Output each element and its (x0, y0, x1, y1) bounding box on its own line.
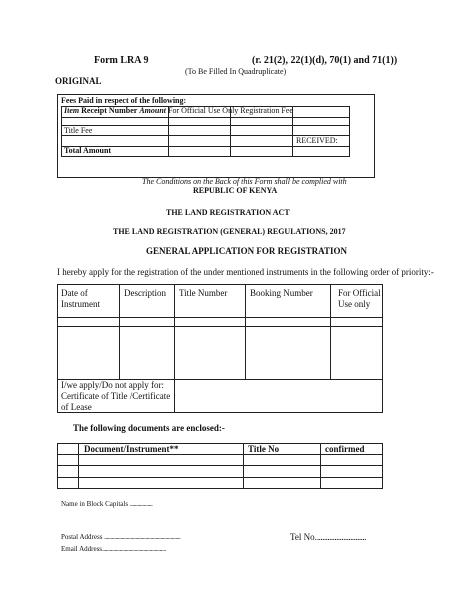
total-amount-label: Total Amount (64, 146, 112, 155)
certificate-apply-text: I/we apply/Do not apply for: Certificate of Title /Certificate of Lease (61, 380, 171, 412)
postal-label: Postal Address (61, 533, 103, 541)
amount-header: Amount (139, 106, 167, 115)
enclosed-heading: The following documents are enclosed:- (73, 423, 225, 433)
header-document-instrument: Document/Instrument** (84, 444, 179, 454)
copies-note: (To Be Filled In Quadruplicate) (185, 67, 287, 76)
name-label: Name in Block Capitals (61, 500, 129, 508)
header-date-of-instrument: Date of Instrument (61, 288, 100, 309)
official-use-header: For Official Use Only Registration Fee (168, 106, 293, 115)
postal-field (61, 533, 180, 541)
header-title-number: Title Number (179, 288, 228, 298)
tel-label: Tel No. (290, 532, 317, 542)
received-label: RECEIVED: (296, 136, 338, 145)
email-field (61, 545, 166, 553)
fees-title: Fees Paid in respect of the following: (61, 96, 187, 105)
original-label: ORIGINAL (55, 76, 102, 86)
header-description: Description (124, 288, 166, 298)
name-field (61, 500, 152, 508)
receipt-number-header: Receipt Number (81, 106, 138, 115)
email-dots: ................................................... (102, 545, 166, 553)
name-dots: .................. (129, 500, 153, 508)
header-title-no: Title No (248, 444, 280, 454)
header-official-use: For Official Use only (338, 288, 381, 309)
fees-header-row (64, 106, 293, 115)
tel-field (290, 532, 366, 542)
form-title: GENERAL APPLICATION FOR REGISTRATION (146, 246, 347, 256)
form-number: Form LRA 9 (94, 55, 149, 66)
declaration-text: I hereby apply for the registration of the under mentioned instruments in the following order of priority:- (57, 267, 434, 277)
postal-dots: ............................................................. (104, 533, 181, 541)
regulations-heading: THE LAND REGISTRATION (GENERAL) REGULATIONS, 2017 (113, 227, 346, 236)
email-label: Email Address (61, 545, 103, 553)
act-heading: THE LAND REGISTRATION ACT (166, 208, 290, 217)
header-confirmed: confirmed (325, 444, 365, 454)
tel-dots: ............................ (316, 532, 366, 542)
conditions-note: The Conditions on the Back of this Form shall be complied with (142, 177, 347, 186)
title-fee-label: Title Fee (64, 126, 93, 135)
republic-heading: REPUBLIC OF KENYA (193, 186, 278, 195)
item-header: Item (64, 106, 80, 115)
rule-reference: (r. 21(2), 22(1)(d), 70(1) and 71(1)) (252, 55, 398, 66)
header-booking-number: Booking Number (250, 288, 313, 298)
